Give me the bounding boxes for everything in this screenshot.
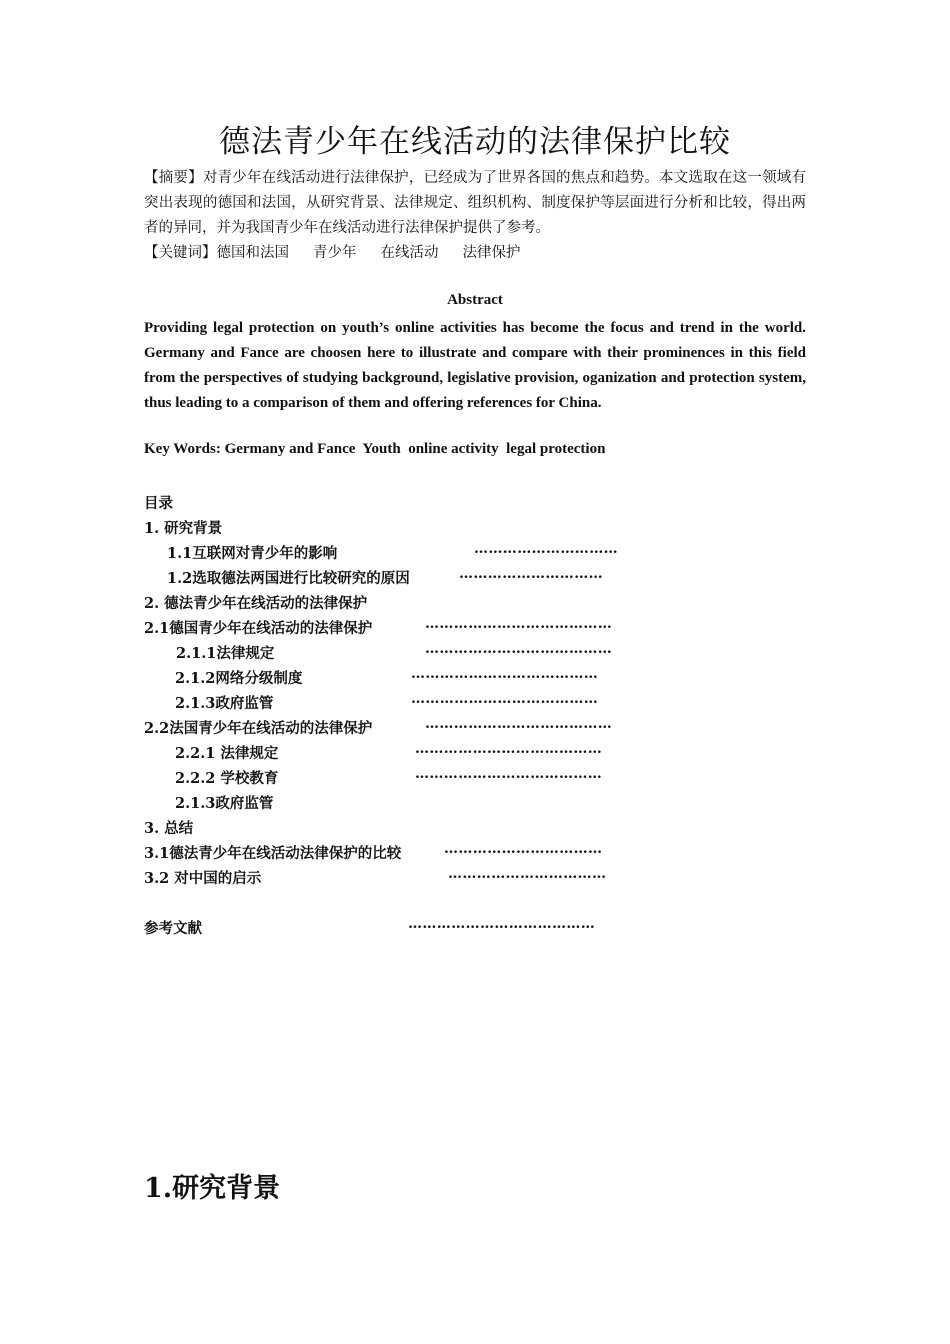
toc-leader-dots: …………………………… bbox=[448, 866, 607, 882]
keyword-en-item: online activity bbox=[408, 441, 499, 457]
toc-leader-dots: ………………………………… bbox=[411, 666, 599, 682]
toc-item: 1.1互联网对青少年的影响 bbox=[167, 545, 338, 562]
toc-item: 2.1.3政府监管 bbox=[175, 695, 274, 712]
toc-leader-dots: ………………………………… bbox=[411, 691, 599, 707]
toc-item: 2. 德法青少年在线活动的法律保护 bbox=[144, 595, 368, 612]
keyword-cn-item: 青少年 bbox=[313, 245, 357, 261]
keyword-en-item: Germany and Fance bbox=[224, 441, 356, 457]
toc-leader-dots: ………………………………… bbox=[425, 641, 613, 657]
toc-item-references: 参考文献 bbox=[144, 920, 202, 937]
keywords-en-label: Key Words: bbox=[144, 441, 221, 457]
toc-item: 2.1.2网络分级制度 bbox=[175, 670, 303, 687]
toc-item: 3.2 对中国的启示 bbox=[144, 870, 262, 887]
toc-item: 3. 总结 bbox=[144, 820, 194, 837]
toc-item: 2.2法国青少年在线活动的法律保护 bbox=[144, 720, 373, 737]
keyword-en-item: legal protection bbox=[506, 441, 606, 457]
toc-leader-dots: …………………………… bbox=[444, 841, 603, 857]
document-title: 德法青少年在线活动的法律保护比较 bbox=[219, 124, 731, 160]
toc-heading: 目录 bbox=[144, 495, 173, 512]
toc-leader-dots: ………………………… bbox=[459, 566, 603, 582]
toc-item: 2.2.2 学校教育 bbox=[175, 770, 279, 787]
toc-leader-dots: ………………………………… bbox=[415, 766, 603, 782]
toc-item: 2.1.3政府监管 bbox=[175, 795, 274, 812]
toc-item: 2.1.1法律规定 bbox=[176, 645, 275, 662]
keyword-cn-item: 德国和法国 bbox=[216, 245, 289, 261]
keywords-cn bbox=[144, 241, 806, 266]
toc-leader-dots: ………………………………… bbox=[425, 716, 613, 732]
toc-leader-dots: ………………………………… bbox=[425, 616, 613, 632]
toc-item: 2.2.1 法律规定 bbox=[175, 745, 279, 762]
keywords-cn-label: 【关键词】 bbox=[144, 245, 217, 261]
keywords-en bbox=[144, 441, 605, 458]
toc-item: 2.1德国青少年在线活动的法律保护 bbox=[144, 620, 373, 637]
abstract-en: Providing legal protection on youth’s online activities has become the focus and trend in the world. Germany and Fance are choosen here to illustrate and compare with their prominences in this field from the perspectives of studying background, legislative provision, oganization and protection system, thus leading to a comparison of them and offering references for China. bbox=[144, 320, 806, 411]
toc-leader-dots: ………………………… bbox=[474, 541, 618, 557]
keyword-cn-item: 法律保护 bbox=[462, 245, 521, 261]
toc-leader-dots: ………………………………… bbox=[408, 916, 596, 932]
toc-item: 3.1德法青少年在线活动法律保护的比较 bbox=[144, 845, 402, 862]
abstract-en-heading: Abstract bbox=[447, 292, 503, 308]
toc-item: 1. 研究背景 bbox=[144, 520, 223, 537]
abstract-cn: 【摘要】对青少年在线活动进行法律保护，已经成为了世界各国的焦点和趋势。本文选取在这一领域有突出表现的德国和法国，从研究背景、法律规定、组织机构、制度保护等层面进行分析和比较，得出两者的异同，并为我国青少年在线活动进行法律保护提供了参考。 bbox=[144, 170, 806, 236]
section-heading: 1.研究背景 bbox=[144, 1173, 281, 1204]
keyword-cn-item: 在线活动 bbox=[380, 245, 439, 261]
keyword-en-item: Youth bbox=[362, 441, 401, 457]
toc-leader-dots: ………………………………… bbox=[415, 741, 603, 757]
toc-item: 1.2选取德法两国进行比较研究的原因 bbox=[167, 570, 410, 587]
